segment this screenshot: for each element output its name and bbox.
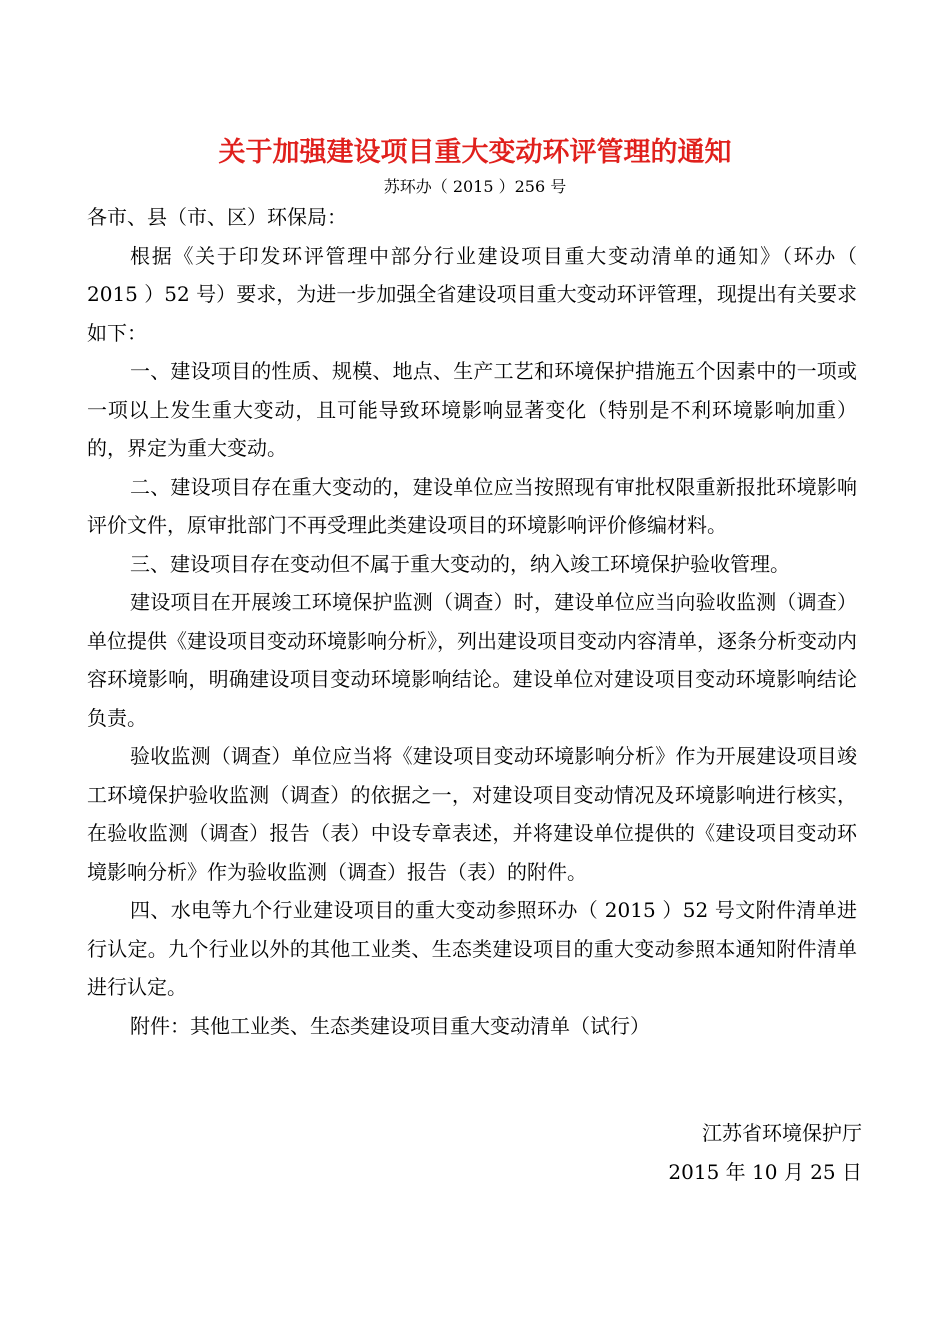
document-body [87,198,857,1045]
attachment-line: 附件：其他工业类、生态类建设项目重大变动清单（试行） [130,1013,650,1038]
document-title: 关于加强建设项目重大变动环评管理的通知 [218,137,732,168]
paragraph-item-3-detail-b: 验收监测（调查）单位应当将《建设项目变动环境影响分析》作为开展建设项目竣工环境保护验收监测（调查）的依据之一，对建设项目变动情况及环境影响进行核实，在验收监测（调查）报告（表）中设专章表述，并将建设单位提供的《建设项目变动环境影响分析》作为验收监测（调查）报告（表）的附件。 [87,744,857,884]
paragraph-item-4: 四、水电等九个行业建设项目的重大变动参照环办（ 2015 ）52 号文附件清单进行认定。九个行业以外的其他工业类、生态类建设项目的重大变动参照本通知附件清单进行认定。 [87,898,857,999]
salutation: 各市、县（市、区）环保局： [87,205,347,229]
document-number: 苏环办（ 2015 ）256 号 [383,177,567,196]
paragraph-item-3-detail-a: 建设项目在开展竣工环境保护监测（调查）时，建设单位应当向验收监测（调查）单位提供《建设项目变动环境影响分析》，列出建设项目变动内容清单，逐条分析变动内容环境影响，明确建设项目变动环境影响结论。建设单位对建设项目变动环境影响结论负责。 [87,590,857,730]
paragraph-item-2: 二、建设项目存在重大变动的，建设单位应当按照现有审批权限重新报批环境影响评价文件，原审批部门不再受理此类建设项目的环境影响评价修编材料。 [87,474,857,537]
paragraph-intro: 根据《关于印发环评管理中部分行业建设项目重大变动清单的通知》（环办（ 2015 ）52 号）要求，为进一步加强全省建设项目重大变动环评管理，现提出有关要求如下： [87,243,857,345]
issuer-name: 江苏省环境保护厅 [702,1121,862,1145]
signoff-block [668,1114,862,1191]
paragraph-item-1: 一、建设项目的性质、规模、地点、生产工艺和环境保护措施五个因素中的一项或一项以上发生重大变动，且可能导致环境影响显著变化（特别是不利环境影响加重）的，界定为重大变动。 [87,359,857,460]
paragraph-item-3: 三、建设项目存在变动但不属于重大变动的，纳入竣工环境保护验收管理。 [130,551,790,576]
issue-date: 2015 年 10 月 25 日 [668,1159,862,1184]
